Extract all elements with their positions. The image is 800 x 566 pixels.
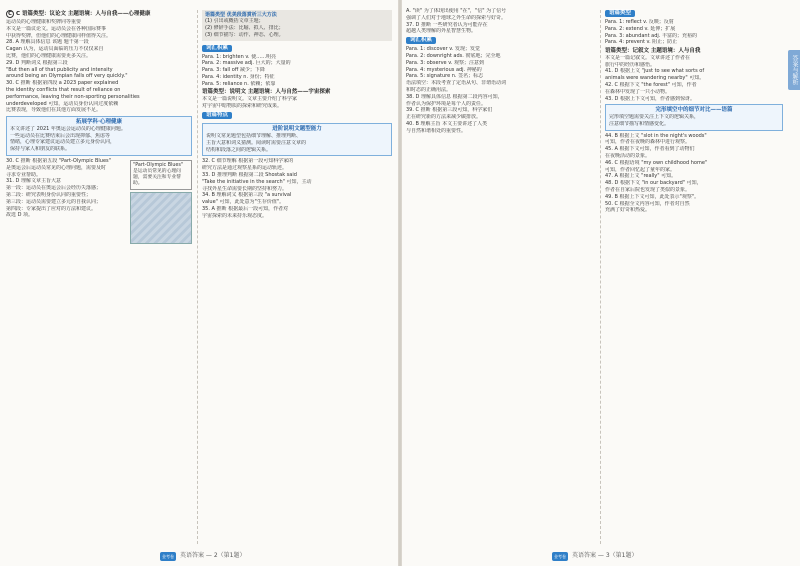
text-line: Para. 3: abundant adj. 丰富的；充裕的 bbox=[605, 32, 697, 39]
text-line: 第一段：运动员在奥运会后会经历失落感； bbox=[6, 185, 102, 192]
left-page-number: 英语答案 — 2（第1题） bbox=[180, 551, 246, 559]
text-line: animals were wandering nearby" 可知。 bbox=[605, 75, 705, 82]
caption-area bbox=[130, 158, 192, 244]
cloze-box-body bbox=[609, 114, 779, 127]
text-line: Para. 2: extend v. 延伸；扩展 bbox=[605, 25, 676, 32]
col4-answers bbox=[605, 133, 783, 214]
col4-vocab-list bbox=[605, 19, 783, 46]
text-line: 正在研究新的方法来减少碳排放。 bbox=[406, 114, 482, 121]
vocab-heading: 词汇积累 bbox=[202, 45, 232, 52]
text-line: 寻求专业帮助。 bbox=[6, 171, 42, 178]
text-line: 和时态的正确用法。 bbox=[406, 86, 452, 93]
text-line: Para. 3: observe v. 观察；注意到 bbox=[406, 59, 484, 66]
text-line: 运动员的心理健康和奖牌同等重要 bbox=[6, 19, 82, 25]
left-footer bbox=[160, 550, 245, 562]
text-line: Para. 4: mysterious adj. 神秘的 bbox=[406, 66, 482, 73]
brand-logo: 金考卷 bbox=[162, 553, 174, 559]
text-line: 保持与家人和朋友的联系。 bbox=[10, 146, 71, 153]
text-line: 本文是一篇议论文。运动员会在各种国际赛事 bbox=[6, 25, 107, 32]
col3-lines bbox=[406, 8, 596, 35]
method-box bbox=[202, 10, 392, 41]
text-line: 49. B 根据上下文可知，此处表示"观察"。 bbox=[605, 193, 700, 200]
text-line: 情绪，心理专家建议运动员建立多元身份认同， bbox=[10, 139, 116, 146]
text-line: 31. D 理解文章主旨大意 bbox=[6, 178, 61, 185]
right-page bbox=[402, 0, 800, 566]
right-column bbox=[605, 8, 783, 544]
column-divider bbox=[197, 10, 198, 544]
col4-article-heading: 语篇类型：记叙文 主题语境：人与自我 bbox=[605, 47, 701, 54]
text-line: 第二段：研究表明身份认同的重要性； bbox=[6, 191, 92, 198]
col4-heading: 语篇类型 bbox=[605, 10, 635, 17]
text-line: 48. D 根据下文 "in our backyard" 可知， bbox=[605, 180, 702, 187]
text-line: 说明文常见题型包括细节理解、推理判断、 bbox=[206, 132, 302, 139]
right-footer bbox=[552, 550, 637, 562]
text-line: A. "读" 为了体现出使用 "在"，"信" 为了信号 bbox=[406, 8, 507, 14]
text-line: 本文讲述了 2021 年奥运会运动员的心理健康问题。 bbox=[10, 125, 126, 132]
text-line: underdeveloped 可知，运动员身份认同过度依赖 bbox=[6, 100, 119, 107]
text-line: 比赛表现，导致他们在其他方面发展不足。 bbox=[6, 107, 102, 114]
text-line: 语法填空：本段考查了定语从句、非谓语动词 bbox=[406, 80, 507, 87]
text-line: around being an Olympian falls off very quickly." bbox=[6, 73, 128, 80]
text-line: 作者在自家后院也发现了类似的景象。 bbox=[605, 186, 691, 193]
text-line: 宇宙探索的未来持乐观态度。 bbox=[202, 212, 268, 219]
text-line: 本文是一篇记叙文。文章讲述了作者在 bbox=[605, 54, 691, 61]
text-line: 中获得奖牌，但他们的心理健康同样值得关注。 bbox=[6, 32, 112, 39]
text-line: 主旨大意和词义猜测。阅读时需要注意文章的 bbox=[206, 139, 307, 146]
text-line: Para. 1: discover v. 发现；发觉 bbox=[406, 46, 481, 53]
text-line: Para. 5: reliance n. 依赖；依靠 bbox=[202, 80, 276, 87]
text-line: 30. C 推断 根据第五段 "Part-Olympic Blues" bbox=[6, 157, 111, 164]
psychology-box-body bbox=[10, 126, 188, 153]
vocab-list bbox=[202, 54, 392, 87]
brand-logo-right: 金考卷 bbox=[554, 553, 566, 559]
text-line: 第四段：专家提出了应对的方法和建议。 bbox=[6, 205, 97, 212]
passage-c-header: C C 语篇类型：议论文 主题语境：人与自我——心理健康 bbox=[6, 10, 192, 18]
text-line: 是奥运会后运动员常见的心理问题，需要及时 bbox=[6, 164, 107, 171]
text-line: 作者认为保护环境是每个人的责任。 bbox=[406, 100, 487, 107]
text-line: 50. C 根据全文内容可知，作者对自然 bbox=[605, 200, 690, 207]
right-column-divider bbox=[600, 10, 601, 544]
text-line: 45. A 根据下文可知，作者看到了动物们 bbox=[605, 146, 695, 153]
text-line: 超越人类理解的外星智慧生物。 bbox=[406, 28, 477, 35]
side-tab: 答案与解析 bbox=[788, 50, 800, 90]
caption-box: "Part-Olympic Blues" 是运动员常见的心理问题，需要关注和专业帮助。 bbox=[130, 160, 192, 190]
article-summary bbox=[202, 96, 392, 109]
text-line: 32. C 细节理解 根据第一段可知科学家的 bbox=[202, 158, 294, 165]
text-line: 42. C 根据下文 "the forest" 可知，作者 bbox=[605, 81, 697, 88]
text-line: 一些运动员在比赛结束后会出现抑郁、焦虑等 bbox=[10, 132, 111, 139]
text-line: 39. C 推断 根据第三段可知，科学家们 bbox=[406, 107, 493, 114]
text-line: 旅行中的经历和感悟。 bbox=[605, 61, 656, 68]
col3-answers bbox=[406, 80, 596, 134]
text-line: (3) 细节描写：动作、神态、心理。 bbox=[205, 31, 284, 38]
text-line: 46. C 根据语境 "my own childhood home" bbox=[605, 159, 708, 166]
middle-column bbox=[202, 8, 392, 544]
text-line: 44. B 根据上文 "slot in the night's woods" bbox=[605, 132, 707, 139]
text-line: 41. D 根据上文 "just to see what sorts of bbox=[605, 68, 705, 75]
text-line: Para. 3: fall off 减少；下降 bbox=[202, 67, 265, 74]
text-line: the identity conflicts that result of reliance on bbox=[6, 86, 121, 93]
text-line: performance, leaving their non-sporting personalities bbox=[6, 93, 140, 100]
psychology-box-title: 拓展学科·心理健康 bbox=[75, 118, 123, 125]
skill-heading: 语篇特点 bbox=[202, 112, 232, 119]
left-page bbox=[0, 0, 398, 566]
method-box-body bbox=[205, 18, 389, 38]
text-line: 30. C 推断 根据第四段 a 2023 paper explained bbox=[6, 80, 119, 87]
text-line: 研究方法是通过观察星系的运动轨迹。 bbox=[202, 165, 288, 172]
text-line: Para. 2: massive adj. 巨大的；大量的 bbox=[202, 60, 291, 67]
cloze-box-title: 完形填空中的细节对比——语篇 bbox=[655, 106, 733, 113]
text-line: 充满了好奇和热爱。 bbox=[605, 207, 651, 214]
text-line: 第三段：运动员需要建立多元的自我认同； bbox=[6, 198, 102, 205]
text-line: 本文是一篇说明文。文章主要介绍了科学家 bbox=[202, 96, 298, 103]
col4-article-body bbox=[605, 55, 783, 102]
skill-box-body bbox=[206, 133, 388, 153]
text-line: 34. B 理解词义 根据第三段 "a survival bbox=[202, 192, 292, 199]
skill-box bbox=[202, 123, 392, 157]
text-line: 35. A 推断 根据最后一段可知，作者对 bbox=[202, 205, 289, 212]
text-line: "But then all of that publicity and intensity bbox=[6, 66, 113, 73]
article-heading: 语篇类型：说明文 主题语境：人与自然——宇宙探索 bbox=[202, 88, 331, 95]
left-column bbox=[6, 8, 192, 544]
col3-vocab-list bbox=[406, 46, 596, 79]
text-line: 在森林中发现了一只小动物。 bbox=[605, 88, 671, 95]
text-line: 43. D 根据上下文可知，作者感到惊讶。 bbox=[605, 95, 695, 102]
right-page-number: 英语答案 — 3（第1题） bbox=[572, 551, 638, 559]
text-line: 可知，作者回忆起了童年的家。 bbox=[605, 166, 676, 173]
text-line: 47. A 根据上文 "really" 可知。 bbox=[605, 173, 677, 180]
text-line: 故选 D 项。 bbox=[6, 212, 34, 219]
text-line: 38. D 理解具体信息 根据第二段内容可知， bbox=[406, 93, 503, 100]
text-line: 结构和段落之间的逻辑关系。 bbox=[206, 146, 272, 153]
col1-answers bbox=[6, 158, 126, 244]
text-line: 37. D 推断 一些研究者认为可能存在 bbox=[406, 21, 488, 28]
text-line: 40. B 理解主旨 本文主要讲述了人类 bbox=[406, 120, 488, 127]
col1-lines bbox=[6, 19, 192, 114]
psychology-box bbox=[6, 116, 192, 156]
text-line: Para. 1: brighten v. 使……明亮 bbox=[202, 53, 277, 60]
text-line: 28. A 理解具体信息 该题 题干第一段 bbox=[6, 39, 89, 46]
text-line: 33. D 推理判断 根据第二段 Shostak said bbox=[202, 171, 297, 178]
text-line: Para. 2: downright ads. 彻底地；完全地 bbox=[406, 52, 501, 59]
text-line: Para. 4: prevent v. 阻止；防止 bbox=[605, 39, 678, 46]
cloze-box bbox=[605, 104, 783, 131]
text-line: 可知，作者在夜晚的森林中进行观察。 bbox=[605, 139, 691, 146]
text-line: Para. 5: signature n. 签名；标志 bbox=[406, 73, 484, 80]
text-line: value" 可知，此处意为"生存价值"。 bbox=[202, 199, 285, 206]
text-line: 完形填空题需要关注上下文的逻辑关系， bbox=[609, 113, 700, 120]
text-line: Para. 1: reflect v. 反映；反射 bbox=[605, 19, 674, 25]
text-line: 29. D 判断词义 根据第三段 bbox=[6, 59, 68, 66]
illustration-image bbox=[130, 192, 192, 244]
text-line: 比赛，他们的心理健康需要更多关注。 bbox=[6, 52, 92, 59]
text-line: 与自然和谐相处的重要性。 bbox=[406, 127, 467, 134]
text-line: 强调了人们对于地球之外生命的探索与好奇。 bbox=[406, 14, 507, 21]
skill-box-title: 进阶说明文题型能力 bbox=[272, 125, 322, 132]
text-line: Para. 4: identity n. 身份；特征 bbox=[202, 73, 275, 80]
text-line: 寻找外星生命需要长期的坚持和努力。 bbox=[202, 185, 288, 192]
text-line: "Take the initiative in the search" 可知，主动 bbox=[202, 178, 312, 185]
text-line: Cagan 认为，运动员面临的压力不仅仅来自 bbox=[6, 46, 104, 53]
col2-answers bbox=[202, 158, 392, 219]
text-line: 在夜晚活动的景象。 bbox=[605, 152, 651, 159]
text-line: 对宇宙中暗物质的探索和研究成果。 bbox=[202, 102, 283, 109]
col3-vocab-heading: 词汇积累 bbox=[406, 37, 436, 44]
text-line: 注意细节描写和情感变化。 bbox=[609, 120, 670, 127]
text-line: (2) 修辞手法：比喻、拟人、排比； bbox=[205, 25, 284, 31]
method-box-title: 语篇类型 优美段落赏析三大方法 bbox=[205, 12, 277, 18]
passage-c-icon: C bbox=[6, 10, 14, 18]
right-left-column bbox=[406, 8, 596, 544]
text-line: (1) 引出或概括文章主题； bbox=[205, 18, 264, 25]
